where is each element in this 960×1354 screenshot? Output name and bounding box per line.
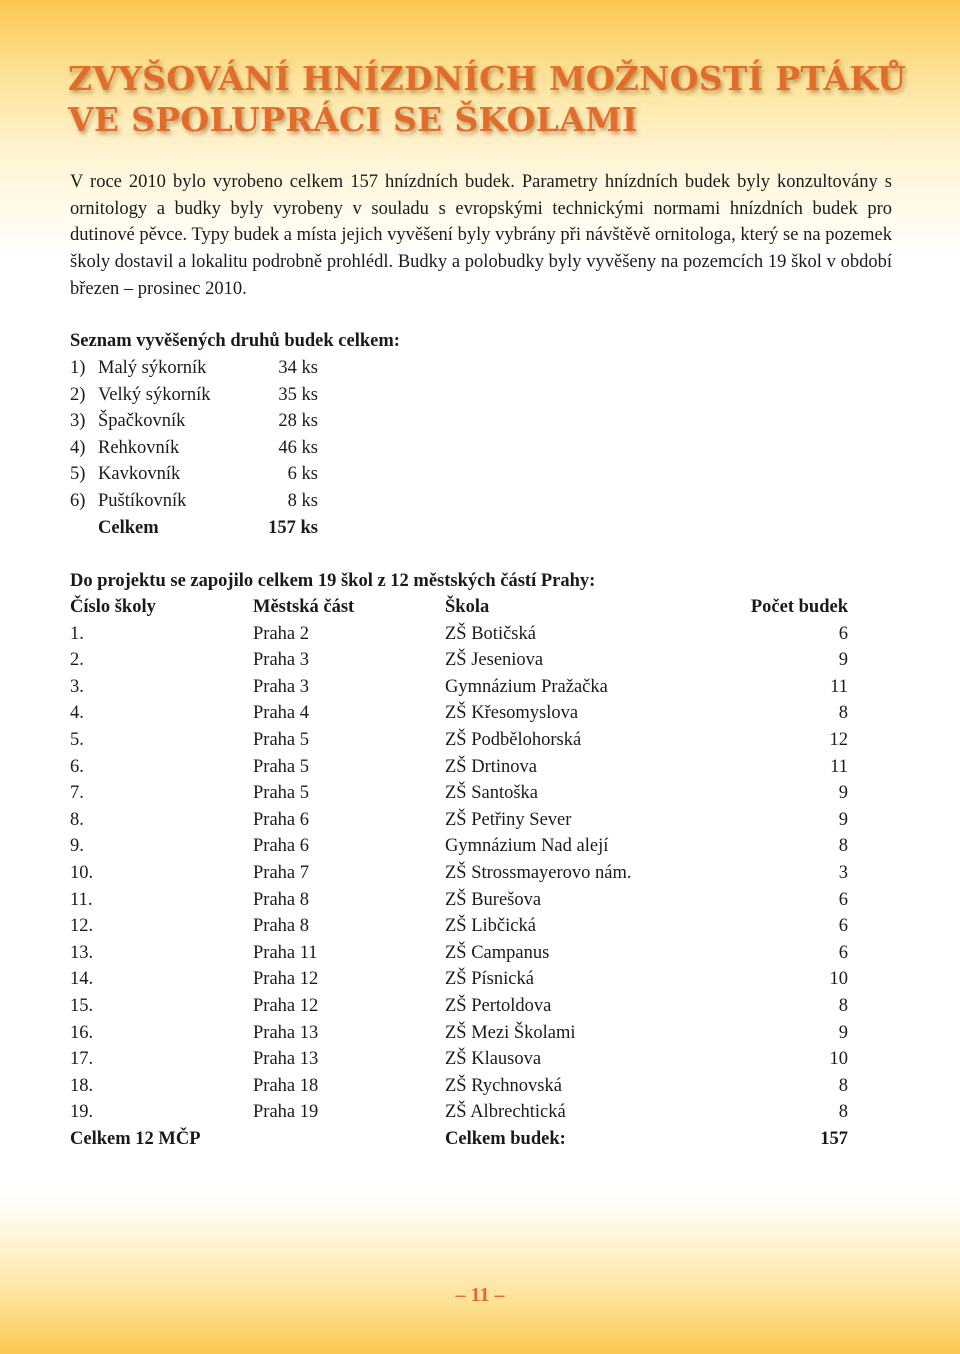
cell-district: Praha 6 xyxy=(253,809,309,830)
cell-school-number: 2. xyxy=(70,650,84,671)
list-item xyxy=(70,488,330,515)
cell-school: ZŠ Burešova xyxy=(445,889,542,910)
list-item-number: 3) xyxy=(70,411,86,432)
cell-school-number: 16. xyxy=(70,1022,94,1043)
cell-district: Praha 7 xyxy=(253,862,309,883)
table-row xyxy=(70,966,848,993)
schools-table xyxy=(70,594,848,1152)
cell-school-number: 7. xyxy=(70,783,84,804)
cell-school-number: 19. xyxy=(70,1102,94,1123)
cell-box-count: 9 xyxy=(838,650,848,671)
list-item-count: 8 ks xyxy=(287,490,318,511)
list-item xyxy=(70,355,330,382)
list-item-name: Rehkovník xyxy=(98,437,180,458)
cell-box-count: 6 xyxy=(838,889,848,910)
list-item-count: 6 ks xyxy=(287,464,318,485)
cell-school: ZŠ Klausova xyxy=(445,1049,542,1070)
list-item xyxy=(70,435,330,462)
cell-school-number: 15. xyxy=(70,995,94,1016)
cell-school-number: 10. xyxy=(70,862,94,883)
table-row xyxy=(70,1099,848,1126)
cell-school: Gymnázium Nad alejí xyxy=(445,836,609,857)
table-row xyxy=(70,860,848,887)
page-heading xyxy=(68,58,906,140)
cell-school-number: 17. xyxy=(70,1049,94,1070)
cell-school-number: 1. xyxy=(70,623,84,644)
list-item-count: 46 ks xyxy=(278,437,318,458)
cell-school: ZŠ Podbělohorská xyxy=(445,729,582,750)
cell-box-count: 3 xyxy=(838,862,848,883)
cell-box-count: 8 xyxy=(838,703,848,724)
list-total-label: Celkem xyxy=(98,517,159,538)
list-item-number: 1) xyxy=(70,358,86,378)
total-label: Celkem budek: xyxy=(445,1128,566,1149)
table-row xyxy=(70,727,848,754)
cell-district: Praha 5 xyxy=(253,783,309,804)
cell-school-number: 4. xyxy=(70,703,84,724)
list-item-number: 4) xyxy=(70,437,86,458)
cell-school-number: 5. xyxy=(70,729,84,750)
table-row xyxy=(70,993,848,1020)
cell-box-count: 8 xyxy=(838,1075,848,1096)
cell-school: ZŠ Libčická xyxy=(445,916,536,937)
table-row xyxy=(70,887,848,914)
cell-district: Praha 8 xyxy=(253,889,309,910)
list-item-number: 5) xyxy=(70,464,86,485)
list-item-name: Kavkovník xyxy=(98,464,181,485)
cell-school-number: 14. xyxy=(70,969,94,990)
table-row xyxy=(70,754,848,781)
cell-school-number: 3. xyxy=(70,676,84,697)
cell-school: ZŠ Písnická xyxy=(445,969,534,990)
list-item-count: 35 ks xyxy=(278,384,318,405)
header-school-number: Číslo školy xyxy=(70,597,156,617)
cell-box-count: 12 xyxy=(829,729,848,750)
cell-school: ZŠ Jeseniova xyxy=(445,650,544,671)
cell-box-count: 10 xyxy=(829,969,848,990)
header-school: Škola xyxy=(445,597,490,617)
table-row xyxy=(70,1020,848,1047)
cell-box-count: 6 xyxy=(838,942,848,963)
box-list xyxy=(70,355,330,541)
schools-title: Do projektu se zapojilo celkem 19 škol z 12 městských částí Prahy: xyxy=(70,571,596,591)
table-total-row xyxy=(70,1126,848,1153)
table-row xyxy=(70,807,848,834)
header-box-count: Počet budek xyxy=(750,597,848,617)
total-value: 157 xyxy=(820,1128,848,1149)
page-number: – 11 – xyxy=(455,1284,505,1306)
table-row xyxy=(70,647,848,674)
table-row xyxy=(70,700,848,727)
cell-district: Praha 8 xyxy=(253,916,309,937)
cell-box-count: 8 xyxy=(838,1102,848,1123)
cell-district: Praha 19 xyxy=(253,1102,319,1123)
cell-box-count: 9 xyxy=(838,809,848,830)
table-row xyxy=(70,940,848,967)
cell-school: ZŠ Petřiny Sever xyxy=(445,809,572,830)
cell-district: Praha 3 xyxy=(253,650,309,671)
cell-school-number: 9. xyxy=(70,836,84,857)
list-item-count: 28 ks xyxy=(278,411,318,432)
table-row xyxy=(70,913,848,940)
cell-school: ZŠ Křesomyslova xyxy=(445,703,579,724)
cell-district: Praha 6 xyxy=(253,836,309,857)
table-row xyxy=(70,1073,848,1100)
cell-box-count: 6 xyxy=(838,916,848,937)
table-body xyxy=(70,621,848,1126)
cell-district: Praha 5 xyxy=(253,756,309,777)
cell-school-number: 6. xyxy=(70,756,84,777)
cell-box-count: 8 xyxy=(838,836,848,857)
cell-school: ZŠ Santoška xyxy=(445,783,539,804)
cell-school: ZŠ Mezi Školami xyxy=(445,1022,576,1043)
cell-school: ZŠ Drtinova xyxy=(445,756,537,777)
list-item-name: Velký sýkorník xyxy=(98,384,211,405)
cell-box-count: 6 xyxy=(838,623,848,644)
total-districts: Celkem 12 MČP xyxy=(70,1128,201,1149)
heading-line-2: VE SPOLUPRÁCI SE ŠKOLAMI xyxy=(68,100,638,139)
table-row xyxy=(70,780,848,807)
cell-school: ZŠ Botičská xyxy=(445,623,536,644)
intro-paragraph: V roce 2010 bylo vyrobeno celkem 157 hnízdních budek. Parametry hnízdních budek byly konzultovány s ornitology a budky byly vyrobeny v souladu s evropskými technickými normami hnízdních budek pro dutinové pěvce. Typy budek a místa jejich vyvěšení byly vybrány při návštěvě ornitologa, který se na pozemek školy dostavil a lokalitu podrobně prohlédl. Budky a polobudky byly vyvěšeny na pozemcích 19 škol v období březen – prosinec 2010. xyxy=(70,172,892,299)
header-district: Městská část xyxy=(253,597,355,617)
cell-district: Praha 13 xyxy=(253,1049,319,1070)
cell-district: Praha 5 xyxy=(253,729,309,750)
table-row xyxy=(70,621,848,648)
cell-district: Praha 3 xyxy=(253,676,309,697)
cell-school: Gymnázium Pražačka xyxy=(445,676,608,697)
cell-school: ZŠ Pertoldova xyxy=(445,995,552,1016)
cell-district: Praha 12 xyxy=(253,995,319,1016)
list-total-row xyxy=(70,515,330,542)
cell-school: ZŠ Campanus xyxy=(445,942,550,963)
cell-district: Praha 13 xyxy=(253,1022,319,1043)
cell-box-count: 9 xyxy=(838,783,848,804)
cell-box-count: 8 xyxy=(838,995,848,1016)
cell-school: ZŠ Albrechtická xyxy=(445,1102,566,1123)
heading-line-1: ZVYŠOVÁNÍ HNÍZDNÍCH MOŽNOSTÍ PTÁKŮ xyxy=(68,59,907,98)
cell-box-count: 11 xyxy=(830,756,848,777)
table-row xyxy=(70,674,848,701)
list-item-name: Malý sýkorník xyxy=(98,358,207,378)
cell-school: ZŠ Strossmayerovo nám. xyxy=(445,862,632,883)
list-item-name: Špačkovník xyxy=(98,411,186,432)
table-header-row xyxy=(70,594,848,621)
list-item xyxy=(70,382,330,409)
cell-school-number: 11. xyxy=(70,889,93,910)
list-item-count: 34 ks xyxy=(278,358,318,378)
list-item-number: 2) xyxy=(70,384,86,405)
table-row xyxy=(70,833,848,860)
cell-box-count: 9 xyxy=(838,1022,848,1043)
cell-district: Praha 18 xyxy=(253,1075,319,1096)
bottom-gradient-band xyxy=(0,1194,960,1354)
cell-school-number: 18. xyxy=(70,1075,94,1096)
cell-school-number: 13. xyxy=(70,942,94,963)
cell-box-count: 11 xyxy=(830,676,848,697)
cell-district: Praha 2 xyxy=(253,623,309,644)
cell-school-number: 12. xyxy=(70,916,94,937)
list-item xyxy=(70,461,330,488)
cell-district: Praha 4 xyxy=(253,703,309,724)
list-item-name: Puštíkovník xyxy=(98,490,187,511)
list-item xyxy=(70,408,330,435)
list-total-count: 157 ks xyxy=(268,517,318,538)
cell-district: Praha 12 xyxy=(253,969,319,990)
cell-school-number: 8. xyxy=(70,809,84,830)
box-list-title: Seznam vyvěšených druhů budek celkem: xyxy=(70,331,400,351)
cell-district: Praha 11 xyxy=(253,942,318,963)
cell-box-count: 10 xyxy=(829,1049,848,1070)
table-row xyxy=(70,1046,848,1073)
cell-school: ZŠ Rychnovská xyxy=(445,1075,562,1096)
list-item-number: 6) xyxy=(70,490,86,511)
